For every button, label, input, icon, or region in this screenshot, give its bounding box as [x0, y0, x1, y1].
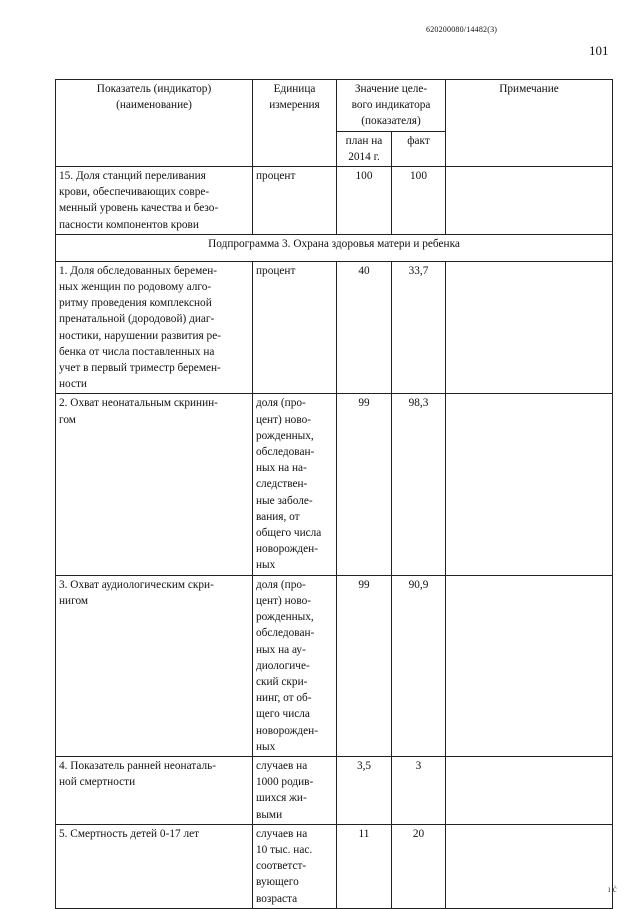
- table-row: [56, 261, 613, 394]
- header-value: Значение целе- вого индикатора (показателя): [337, 80, 446, 132]
- section-title: Подпрограмма 3. Охрана здоровья матери и ребенка: [56, 234, 613, 261]
- corner-mark: ı ċ: [608, 884, 617, 894]
- row-fact: 98,3: [392, 394, 446, 575]
- row-unit: случаев на 10 тыс. нас. соответст- вующего возраста: [253, 824, 337, 908]
- header-note: Примечание: [446, 80, 613, 167]
- row-fact: 100: [392, 167, 446, 235]
- row-unit: доля (про- цент) ново- рожденных, обследован- ных на ау- диологиче- ский скри- нинг, от об- щего числа новорожден- ных: [253, 575, 337, 756]
- table-row: [56, 756, 613, 824]
- table-row: [56, 824, 613, 908]
- row-indicator: 1. Доля обследованных беремен- ных женщин по родовому алго- ритму проведения комплексной пренатальной (дородовой) диаг- ностики, нарушении развития ре- бенка от числа поставленных на учет в первый триместр беремен- ности: [56, 261, 253, 394]
- header-unit: Единица измерения: [253, 80, 337, 167]
- row-note: [446, 167, 613, 235]
- row-indicator: 5. Смертность детей 0-17 лет: [56, 824, 253, 908]
- row-note: [446, 756, 613, 824]
- row-unit: процент: [253, 261, 337, 394]
- row-fact: 3: [392, 756, 446, 824]
- row-note: [446, 394, 613, 575]
- row-unit: процент: [253, 167, 337, 235]
- row-fact: 90,9: [392, 575, 446, 756]
- table-row: [56, 394, 613, 575]
- page-number: 101: [589, 43, 609, 58]
- header-plan: план на 2014 г.: [337, 131, 392, 166]
- row-indicator: 2. Охват неонатальным скринин- гом: [56, 394, 253, 575]
- header-fact: факт: [392, 131, 446, 166]
- row-note: [446, 824, 613, 908]
- row-indicator: 3. Охват аудиологическим скри- нигом: [56, 575, 253, 756]
- row-fact: 33,7: [392, 261, 446, 394]
- row-unit: случаев на 1000 родив- шихся жи- выми: [253, 756, 337, 824]
- row-note: [446, 261, 613, 394]
- section-row: [56, 234, 613, 261]
- row-indicator: 4. Показатель ранней неонаталь- ной смертности: [56, 756, 253, 824]
- row-note: [446, 575, 613, 756]
- header-row: [56, 80, 613, 132]
- header-indicator: Показатель (индикатор) (наименование): [56, 80, 253, 167]
- row-fact: 20: [392, 824, 446, 908]
- table-row: [56, 575, 613, 756]
- row-plan: 40: [337, 261, 392, 394]
- document-number: 620200080/14482(3): [426, 25, 498, 34]
- row-unit: доля (про- цент) ново- рожденных, обследован- ных на на- следствен- ные заболе- вания, от общего числа новорожден- ных: [253, 394, 337, 575]
- row-plan: 11: [337, 824, 392, 908]
- row-plan: 100: [337, 167, 392, 235]
- indicators-table: [55, 79, 613, 909]
- row-indicator: 15. Доля станций переливания крови, обеспечивающих совре- менный уровень качества и безо- пасности компонентов крови: [56, 167, 253, 235]
- row-plan: 99: [337, 394, 392, 575]
- table-row: [56, 167, 613, 235]
- row-plan: 3,5: [337, 756, 392, 824]
- row-plan: 99: [337, 575, 392, 756]
